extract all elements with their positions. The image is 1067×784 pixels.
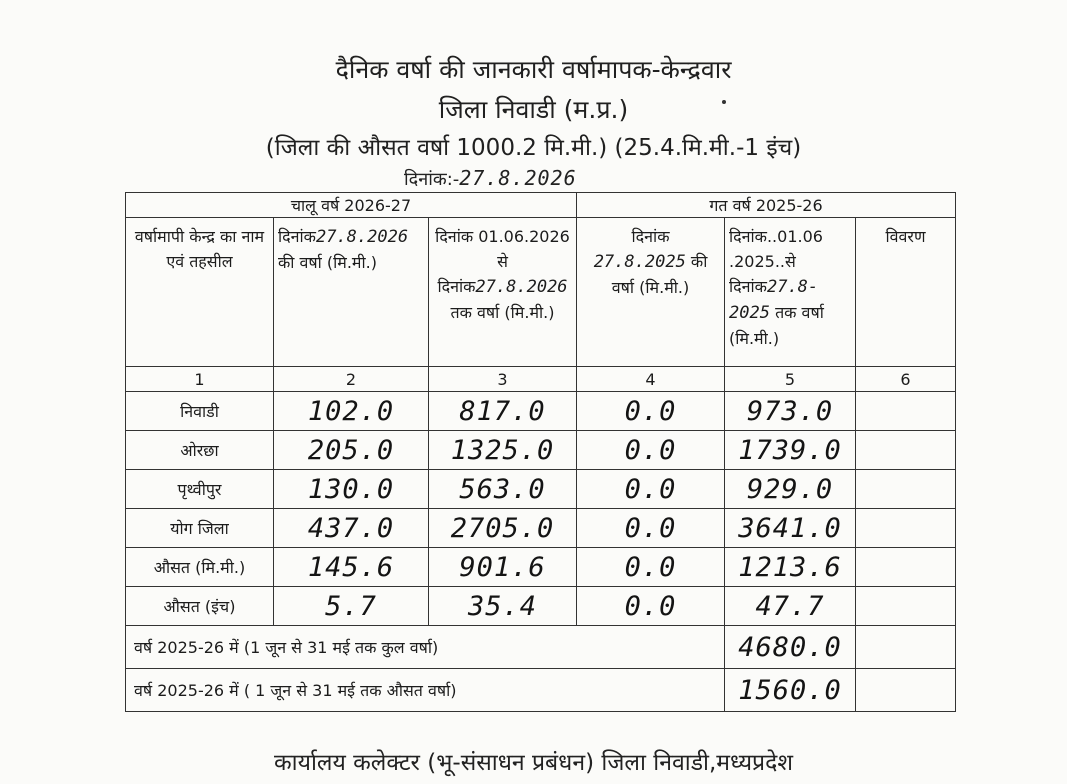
cumulative-previous-value: 3641.0 <box>725 509 856 548</box>
summary-row-average <box>126 669 956 712</box>
summary-row-total <box>126 626 956 669</box>
cumulative-previous-value: 973.0 <box>725 392 856 431</box>
date-label: दिनांक:- <box>404 169 460 190</box>
col4-text-b: की वर्षा (मि.मी.) <box>611 252 708 297</box>
remarks-value <box>856 509 956 548</box>
rainfall-table <box>125 192 956 712</box>
summary-label: वर्ष 2025-26 में ( 1 जून से 31 मई तक औसत वर्षा) <box>126 669 725 712</box>
date-value: 27.8.2026 <box>459 166 577 190</box>
daily-current-value: 130.0 <box>274 470 429 509</box>
cumulative-current-value: 1325.0 <box>429 431 577 470</box>
summary-blank <box>856 626 956 669</box>
column-number: 6 <box>856 367 956 392</box>
group-header-row <box>126 193 956 218</box>
daily-current-value: 205.0 <box>274 431 429 470</box>
col4-date: 27.8.2025 <box>593 252 686 272</box>
daily-previous-value: 0.0 <box>577 509 725 548</box>
station-name: औसत (इंच) <box>126 587 274 626</box>
daily-current-value: 5.7 <box>274 587 429 626</box>
daily-previous-value: 0.0 <box>577 548 725 587</box>
office-footer: कार्यालय कलेक्टर (भू-संसाधन प्रबंधन) जिला निवाडी,मध्यप्रदेश <box>273 750 793 776</box>
col2-text-a: दिनांक <box>278 227 316 246</box>
station-name: ओरछा <box>126 431 274 470</box>
col2-text-b: की वर्षा (मि.मी.) <box>278 253 377 272</box>
cumulative-current-value: 901.6 <box>429 548 577 587</box>
col2-date: 27.8.2026 <box>315 227 409 247</box>
cumulative-current-value: 563.0 <box>429 470 577 509</box>
summary-label: वर्ष 2025-26 में (1 जून से 31 मई तक कुल वर्षा) <box>126 626 725 669</box>
column-number: 4 <box>577 367 725 392</box>
cumulative-current-value: 2705.0 <box>429 509 577 548</box>
col4-text-a: दिनांक <box>631 227 670 246</box>
daily-previous-value: 0.0 <box>577 470 725 509</box>
daily-current-value: 437.0 <box>274 509 429 548</box>
previous-year-group: गत वर्ष 2025-26 <box>577 193 956 218</box>
col-daily-current-header <box>274 218 429 367</box>
summary-blank <box>856 669 956 712</box>
table-row <box>126 548 956 587</box>
remarks-value <box>856 587 956 626</box>
daily-previous-value: 0.0 <box>577 431 725 470</box>
col5-text-a: दिनांक..01.06 .2025..से दिनांक <box>729 227 823 296</box>
ink-dot <box>722 100 726 104</box>
col-remarks-header: विवरण <box>856 218 956 367</box>
column-number: 5 <box>725 367 856 392</box>
table-row <box>126 509 956 548</box>
station-name: पृथ्वीपुर <box>126 470 274 509</box>
cumulative-current-value: 35.4 <box>429 587 577 626</box>
current-year-group: चालू वर्ष 2026-27 <box>126 193 577 218</box>
table-row <box>126 470 956 509</box>
table-row <box>126 587 956 626</box>
remarks-value <box>856 392 956 431</box>
table-row <box>126 431 956 470</box>
col5-text-b: तक वर्षा (मि.मी.) <box>729 303 824 348</box>
daily-previous-value: 0.0 <box>577 392 725 431</box>
col-cumulative-current-header <box>429 218 577 367</box>
cumulative-previous-value: 929.0 <box>725 470 856 509</box>
station-name: औसत (मि.मी.) <box>126 548 274 587</box>
cumulative-previous-value: 47.7 <box>725 587 856 626</box>
summary-value: 4680.0 <box>725 626 856 669</box>
remarks-value <box>856 431 956 470</box>
col-station-header: वर्षामापी केन्द्र का नाम एवं तहसील <box>126 218 274 367</box>
col-daily-previous-header <box>577 218 725 367</box>
summary-value: 1560.0 <box>725 669 856 712</box>
station-name: निवाडी <box>126 392 274 431</box>
col3-text-b: तक वर्षा (मि.मी.) <box>450 303 555 322</box>
table-row <box>126 392 956 431</box>
col3-date: 27.8.2026 <box>475 277 568 297</box>
remarks-value <box>856 548 956 587</box>
cumulative-previous-value: 1213.6 <box>725 548 856 587</box>
col3-text-a: दिनांक 01.06.2026 से दिनांक <box>435 227 570 296</box>
column-number-row <box>126 367 956 392</box>
column-header-row <box>126 218 956 367</box>
station-name: योग जिला <box>126 509 274 548</box>
daily-previous-value: 0.0 <box>577 587 725 626</box>
cumulative-current-value: 817.0 <box>429 392 577 431</box>
report-date <box>404 166 577 191</box>
average-rainfall-note: (जिला की औसत वर्षा 1000.2 मि.मी.) (25.4.मि.मी.-1 इंच) <box>265 135 802 161</box>
col5-date: 27.8-2025 <box>729 277 819 323</box>
daily-current-value: 145.6 <box>274 548 429 587</box>
column-number: 3 <box>429 367 577 392</box>
cumulative-previous-value: 1739.0 <box>725 431 856 470</box>
column-number: 2 <box>274 367 429 392</box>
report-title: दैनिक वर्षा की जानकारी वर्षामापक-केन्द्रवार <box>335 55 732 84</box>
district-title: जिला निवाडी (म.प्र.) <box>438 95 629 124</box>
col-cumulative-previous-header <box>725 218 856 367</box>
remarks-value <box>856 470 956 509</box>
column-number: 1 <box>126 367 274 392</box>
daily-current-value: 102.0 <box>274 392 429 431</box>
